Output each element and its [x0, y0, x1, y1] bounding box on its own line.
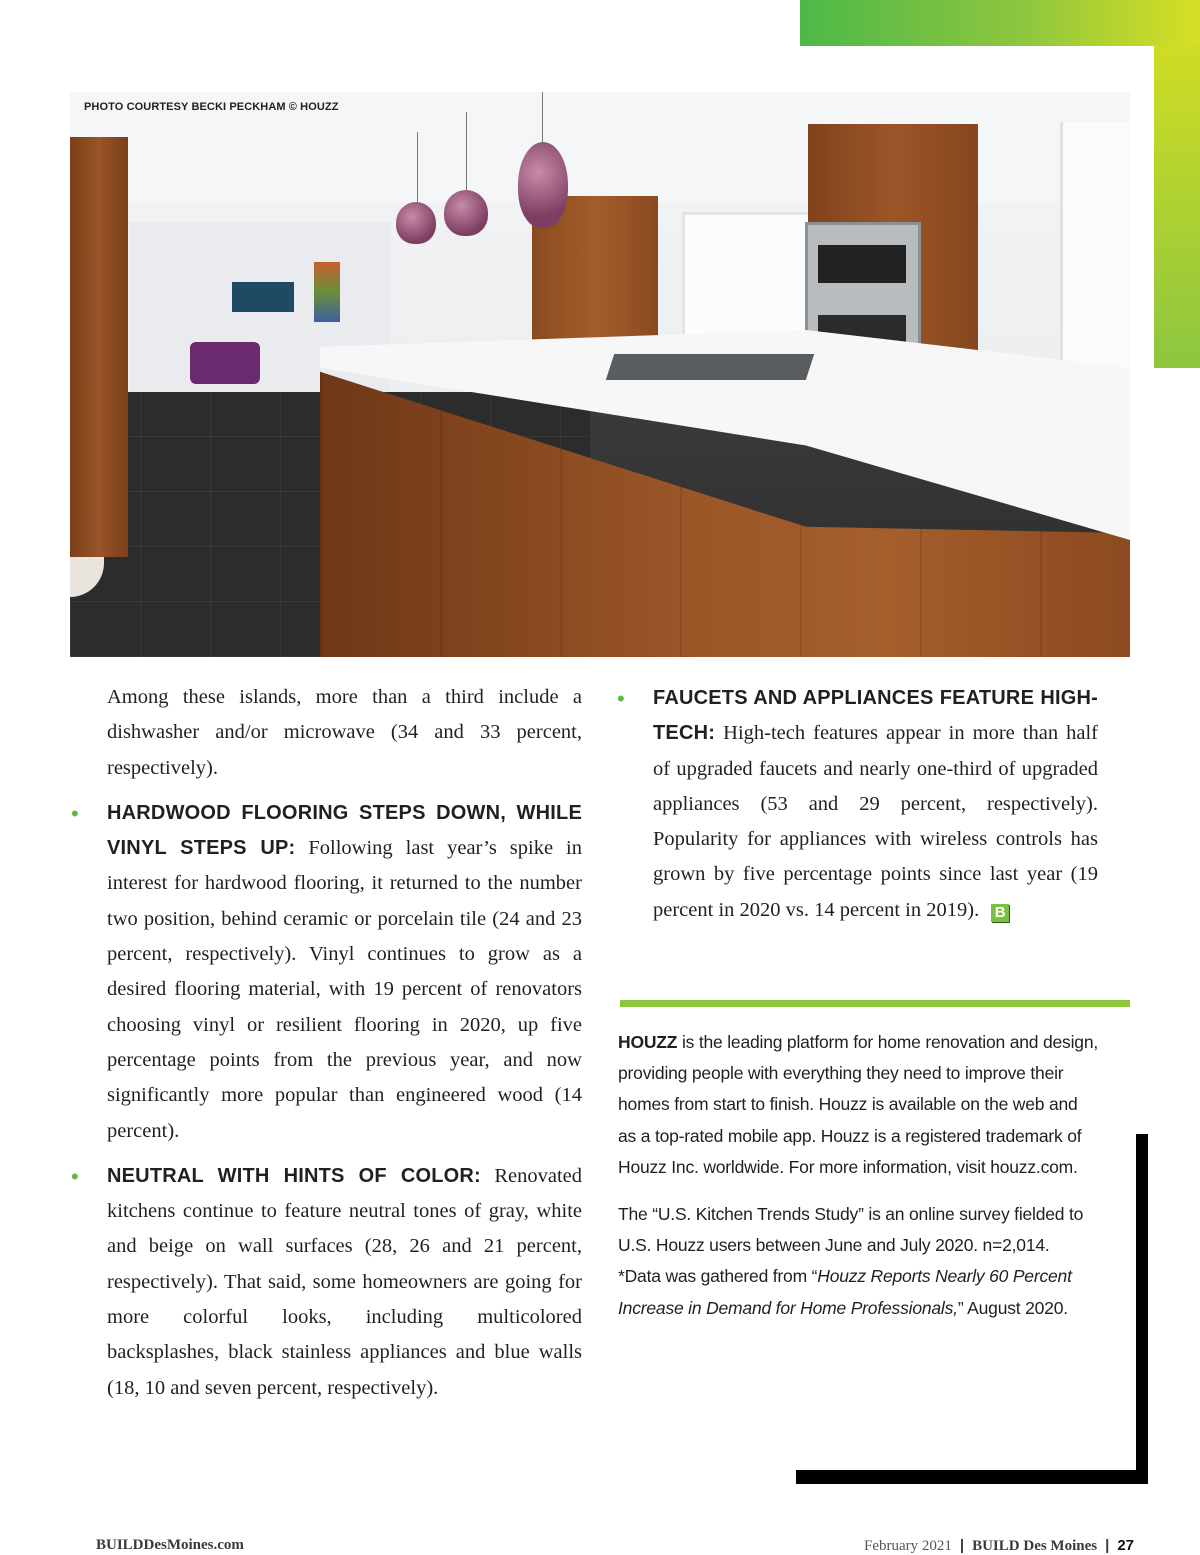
bullet-lead: NEUTRAL WITH HINTS OF COLOR: — [107, 1164, 481, 1187]
houzz-about-text: is the leading platform for home renovation and design, providing people with everything they need to improve their homes from start to finish. Houzz is available on the web and as a top-rated mobile app. Houzz is a registered trademark of Houzz Inc. worldwide. For more information, visit houzz.com. — [618, 1032, 1099, 1177]
side-accent-bar — [1154, 46, 1200, 368]
pendant-light — [444, 190, 488, 236]
bullet-lead: FAUCETS AND APPLIANCES FEATURE HIGH-TECH: — [653, 687, 1098, 745]
houzz-about-paragraph — [618, 1027, 1098, 1183]
sidebar-shadow-bottom — [796, 1470, 1148, 1484]
top-accent-bar — [800, 0, 1200, 46]
photo-credit: PHOTO COURTESY BECKI PECKHAM © HOUZZ — [84, 101, 339, 113]
footer-separator: | — [1105, 1537, 1110, 1554]
sidebar-shadow-right — [1136, 1134, 1148, 1484]
bullet-hardwood-flooring — [71, 796, 582, 1149]
bullet-text: Following last year’s spike in interest for hardwood flooring, it returned to the number two position, behind ceramic or porcelain tile (24 and 23 percent, respectively). Vinyl continues to grow as a desired flooring material, with 19 percent of renovators choosing vinyl or resilient flooring in 2020, up five percentage points from the previous year, and now significantly more popular than engineered wood (14 percent). — [107, 837, 582, 1142]
bullet-dot-icon: • — [71, 800, 79, 826]
source-suffix: ” August 2020. — [957, 1297, 1068, 1318]
right-column — [617, 681, 1098, 928]
pendant-cord — [542, 92, 543, 144]
footer-date: February 2021 — [863, 1538, 952, 1554]
pendant-light — [396, 202, 436, 244]
footer-publication: BUILD Des Moines — [972, 1538, 1098, 1554]
footer-folio — [864, 1537, 1134, 1555]
page-number: 27 — [1117, 1537, 1134, 1554]
pendant-light — [518, 142, 568, 228]
houzz-sidebar — [618, 1027, 1098, 1324]
kitchen-photo — [70, 92, 1130, 657]
pendant-cord — [417, 132, 418, 204]
bullet-lead: HARDWOOD FLOORING STEPS DOWN, WHILE VINYL STEPS UP: — [107, 801, 582, 860]
photo-artwork — [314, 262, 340, 322]
bullet-dot-icon: • — [617, 686, 625, 711]
photo-tv — [232, 282, 294, 312]
bullet-dot-icon: • — [71, 1163, 79, 1189]
source-title: Houzz Reports Nearly 60 Percent Increase in Demand for Home Professionals, — [618, 1266, 1072, 1318]
sidebar-green-rule — [620, 1000, 1130, 1007]
photo-sofa — [190, 342, 260, 384]
footer-site-link[interactable]: BUILDDesMoines.com — [96, 1537, 244, 1553]
bullet-text: High-tech features appear in more than half of upgraded faucets and nearly one-third of upgraded appliances (53 and 29 percent, respectively). Popularity for appliances with wireless controls has grown by five percentage points since last year (19 percent in 2020 vs. 14 percent in 2019). — [653, 722, 1098, 921]
photo-cooktop — [606, 354, 814, 380]
source-paragraph — [618, 1261, 1098, 1323]
pendant-cord — [466, 112, 467, 194]
intro-paragraph: Among these islands, more than a third include a dishwasher and/or microwave (34 and 33 percent, respectively). — [107, 686, 582, 779]
photo-tall-cabinet-left — [70, 137, 128, 557]
build-end-mark-icon: B — [991, 904, 1009, 922]
left-column — [71, 680, 582, 1406]
bullet-text: Renovated kitchens continue to feature neutral tones of gray, white and beige on wall surfaces (28, 26 and 21 percent, respectively). That said, some homeowners are going for more colorful looks, including multicolored backsplashes, black stainless appliances and blue walls (18, 10 and seven percent, respectively). — [107, 1164, 582, 1399]
bullet-faucets-appliances — [617, 681, 1098, 928]
study-paragraph: The “U.S. Kitchen Trends Study” is an online survey fielded to U.S. Houzz users between June and July 2020. n=2,014. — [618, 1204, 1084, 1256]
houzz-brand: HOUZZ — [618, 1032, 678, 1052]
bullet-neutral-colors — [71, 1159, 582, 1406]
footer-separator: | — [959, 1537, 965, 1554]
source-prefix: *Data was gathered from “ — [618, 1266, 818, 1287]
